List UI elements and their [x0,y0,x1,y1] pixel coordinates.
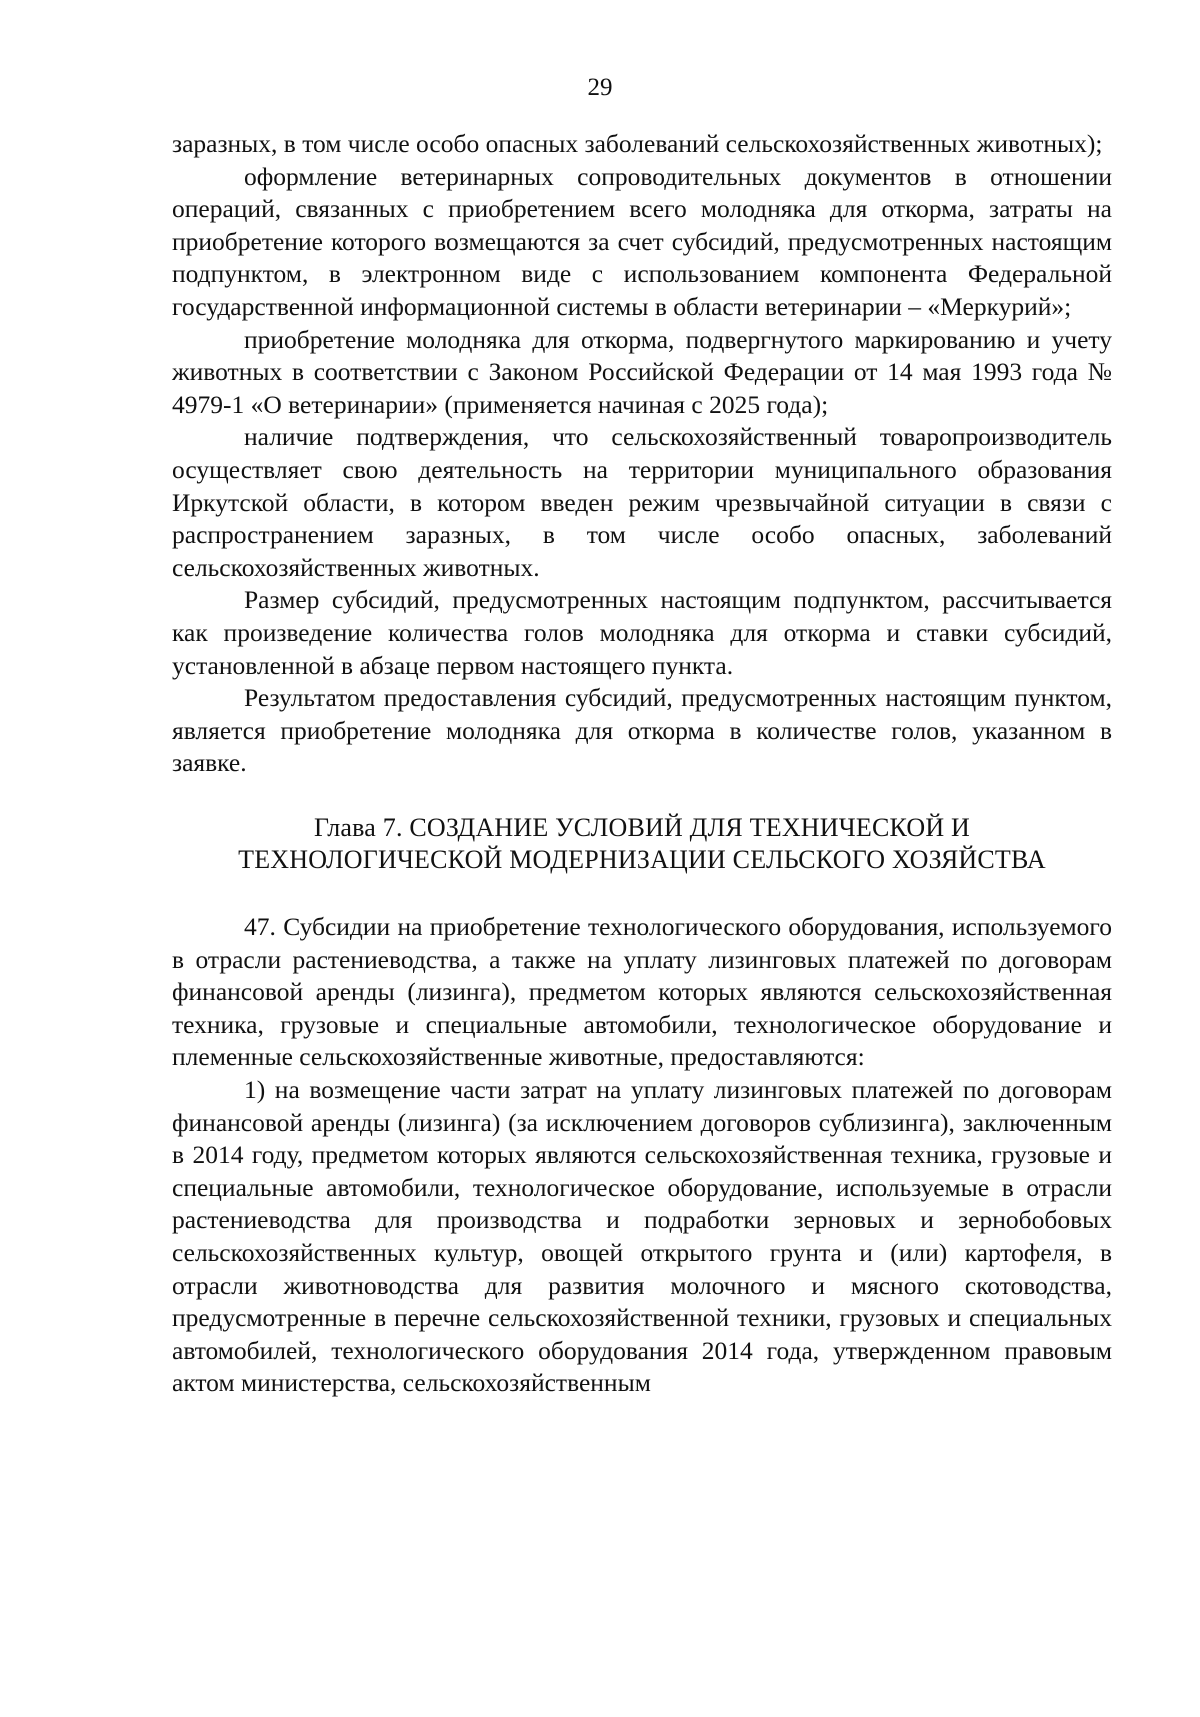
document-body [172,128,1112,1400]
paragraph: Размер субсидий, предусмотренных настоящим подпунктом, рассчитывается как произведение количества голов молодняка для откорма и ставки субсидий, установленной в абзаце первом настоящего пункта. [172,585,1112,680]
paragraph: наличие подтверждения, что сельскохозяйственный товаропроизводитель осуществляет свою деятельность на территории муниципального образования Иркутской области, в котором введен режим чрезвычайной ситуации в связи с распространением заразных, в том числе особо опасных, заболеваний сельскохозяйственных животных. [172,422,1112,582]
chapter-heading-line: Глава 7. СОЗДАНИЕ УСЛОВИЙ ДЛЯ ТЕХНИЧЕСКОЙ И [313,812,971,842]
paragraph: заразных, в том числе особо опасных заболеваний сельскохозяйственных животных); [172,129,1103,158]
paragraph: 1) на возмещение части затрат на уплату лизинговых платежей по договорам финансовой аренды (лизинга) (за исключением договоров сублизинга), заключенным в 2014 году, предметом которых являются сельскохозяйственная техника, грузовые и специальные автомобили, технологическое оборудование, используемые в отрасли растениеводства для производства и подработки зерновых и зернобобовых сельскохозяйственных культур, овощей открытого грунта и (или) картофеля, в отрасли животноводства для развития молочного и мясного скотоводства, предусмотренные в перечне сельскохозяйственной техники, грузовых и специальных автомобилей, технологического оборудования 2014 года, утвержденном правовым актом министерства, сельскохозяйственным [172,1075,1112,1398]
chapter-heading [172,812,1112,877]
page-number: 29 [587,74,613,101]
chapter-heading-line: ТЕХНОЛОГИЧЕСКОЙ МОДЕРНИЗАЦИИ СЕЛЬСКОГО ХОЗЯЙСТВА [238,845,1046,875]
paragraph: оформление ветеринарных сопроводительных документов в отношении операций, связанных с приобретением всего молодняка для откорма, затраты на приобретение которого возмещаются за счет субсидий, предусмотренных настоящим подпунктом, в электронном виде с использованием компонента Федеральной государственной информационной системы в области ветеринарии – «Меркурий»; [172,161,1112,321]
paragraph: Результатом предоставления субсидий, предусмотренных настоящим пунктом, является приобретение молодняка для откорма в количестве голов, указанном в заявке. [172,683,1112,778]
paragraph: приобретение молодняка для откорма, подвергнутого маркированию и учету животных в соответствии с Законом Российской Федерации от 14 мая 1993 года № 4979-1 «О ветеринарии» (применяется начиная с 2025 года); [172,324,1112,419]
paragraph: 47. Субсидии на приобретение технологического оборудования, используемого в отрасли растениеводства, а также на уплату лизинговых платежей по договорам финансовой аренды (лизинга), предметом которых являются сельскохозяйственная техника, грузовые и специальные автомобили, технологическое оборудование и племенные сельскохозяйственные животные, предоставляются: [172,912,1112,1072]
